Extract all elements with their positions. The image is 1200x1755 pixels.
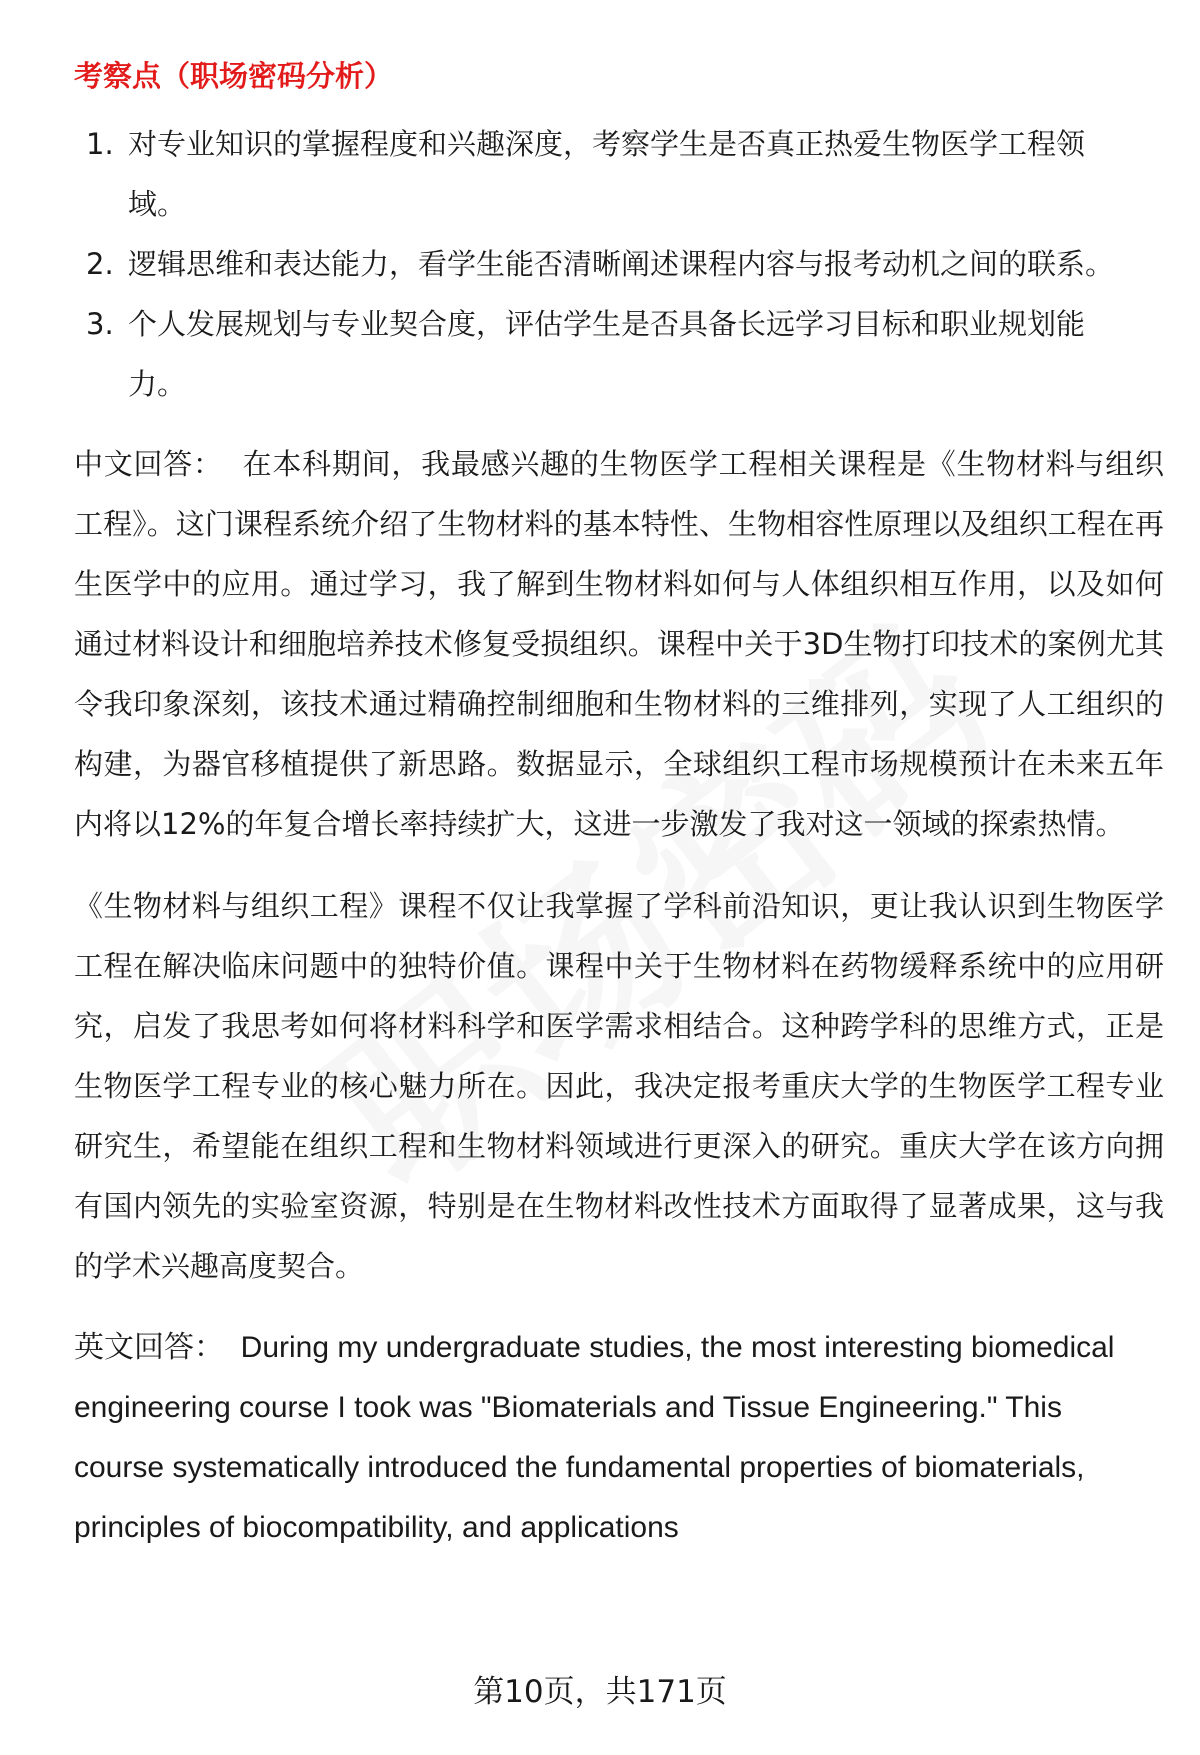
chinese-answer-paragraph-2: 《生物材料与组织工程》课程不仅让我掌握了学科前沿知识，更让我认识到生物医学工程在解决临床问题中的独特价值。课程中关于生物材料在药物缓释系统中的应用研究，启发了我思考如何将材料科学和医学需求相结合。这种跨学科的思维方式，正是生物医学工程专业的核心魅力所在。因此，我决定报考重庆大学的生物医学工程专业研究生，希望能在组织工程和生物材料领域进行更深入的研究。重庆大学在该方向拥有国内领先的实验室资源，特别是在生物材料改性技术方面取得了显著成果，这与我的学术兴趣高度契合。	[74, 889, 1164, 1283]
chinese-answer-text: 在本科期间，我最感兴趣的生物医学工程相关课程是《生物材料与组织工程》。这门课程系统介绍了生物材料的基本特性、生物相容性原理以及组织工程在再生医学中的应用。通过学习，我了解到生物材料如何与人体组织相互作用，以及如何通过材料设计和细胞培养技术修复受损组织。课程中关于3D生物打印技术的案例尤其令我印象深刻，该技术通过精确控制细胞和生物材料的三维排列，实现了人工组织的构建，为器官移植提供了新思路。数据显示，全球组织工程市场规模预计在未来五年内将以12%的年复合增长率持续扩大，这进一步激发了我对这一领域的探索热情。	[74, 447, 1164, 841]
list-text: 个人发展规划与专业契合度，评估学生是否具备长远学习目标和职业规划能力。	[128, 307, 1086, 401]
list-item	[74, 294, 1164, 414]
list-text: 逻辑思维和表达能力，看学生能否清晰阐述课程内容与报考动机之间的联系。	[128, 247, 1115, 281]
english-answer-paragraph	[74, 1318, 1164, 1558]
english-answer-label: 英文回答：	[74, 1331, 224, 1364]
list-text: 对专业知识的掌握程度和兴趣深度，考察学生是否真正热爱生物医学工程领域。	[128, 127, 1086, 221]
chinese-answer-label: 中文回答：	[74, 447, 223, 481]
page-number-footer: 第10页，共171页	[473, 1674, 727, 1710]
assessment-points-list	[74, 114, 1164, 414]
list-number: 3.	[86, 307, 114, 341]
chinese-answer-paragraph-1	[74, 434, 1164, 854]
list-item	[74, 114, 1164, 234]
document-page	[74, 56, 1164, 1580]
list-number: 2.	[86, 247, 114, 281]
english-answer-text: During my undergraduate studies, the most interesting biomedical engineering course I took was "Biomaterials and Tissue Engineering." This course systematically introduced the fundamental properties of biomaterials, principles of biocompatibility, and applications	[74, 1331, 1115, 1544]
list-item	[74, 234, 1164, 294]
list-number: 1.	[86, 127, 114, 161]
section-title: 考察点（职场密码分析）	[74, 59, 394, 93]
